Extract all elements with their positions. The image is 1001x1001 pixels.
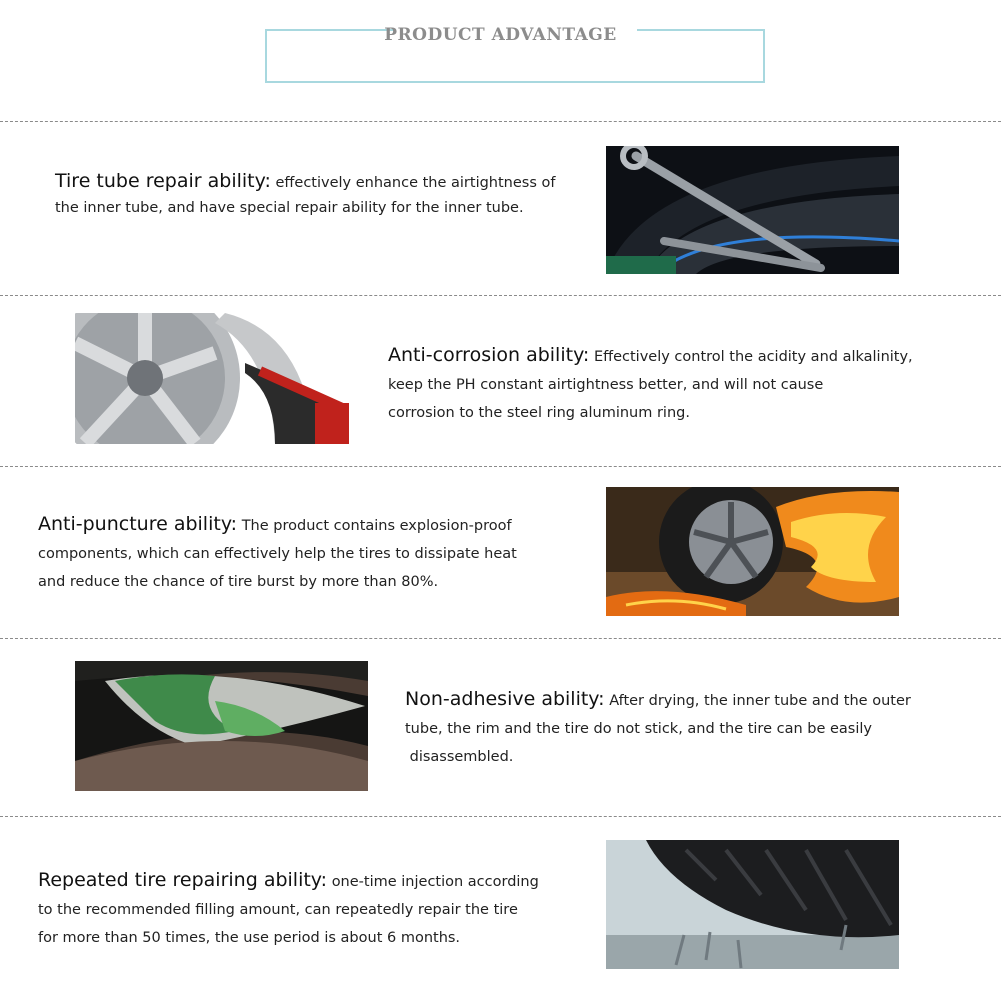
burning-tire-photo (606, 487, 899, 616)
section-line: components, which can effectively help the tires to dissipate heat (38, 546, 517, 562)
section-heading: Non-adhesive ability: (405, 688, 605, 710)
section-non-adhesive (405, 685, 911, 771)
section-heading: Anti-corrosion ability: (388, 344, 590, 366)
section-line: to the recommended filling amount, can repeatedly repair the tire (38, 902, 518, 918)
wrench-on-inner-tube-photo (606, 146, 899, 274)
section-divider (0, 816, 1001, 817)
section-heading: Repeated tire repairing ability: (38, 869, 328, 891)
section-line: tube, the rim and the tire do not stick, and the tire can be easily (405, 721, 872, 737)
section-heading: Tire tube repair ability: (55, 170, 271, 192)
section-line: the inner tube, and have special repair ability for the inner tube. (55, 200, 524, 216)
section-line: corrosion to the steel ring aluminum ring. (388, 405, 690, 421)
page-title: PRODUCT ADVANTAGE (384, 25, 617, 45)
section-repeated-repair (38, 866, 539, 952)
section-line: effectively enhance the airtightness of (275, 175, 556, 191)
section-tire-tube-repair (55, 167, 555, 219)
section-divider (0, 466, 1001, 467)
section-line: for more than 50 times, the use period is about 6 months. (38, 930, 461, 946)
section-line: disassembled. (405, 749, 514, 765)
corroded-tire-rim-photo (75, 661, 368, 791)
section-line: The product contains explosion-proof (241, 518, 512, 534)
section-divider (0, 295, 1001, 296)
section-line: and reduce the chance of tire burst by more than 80%. (38, 574, 439, 590)
section-divider (0, 121, 1001, 122)
section-line: Effectively control the acidity and alkalinity, (593, 349, 913, 365)
section-anti-corrosion (388, 341, 913, 427)
section-heading: Anti-puncture ability: (38, 513, 238, 535)
alloy-wheel-rim-photo (75, 313, 349, 444)
section-line: one-time injection according (331, 874, 539, 890)
section-anti-puncture (38, 510, 517, 596)
section-line: keep the PH constant airtightness better, and will not cause (388, 377, 824, 393)
section-divider (0, 638, 1001, 639)
tire-on-nails-photo (606, 840, 899, 969)
section-line: After drying, the inner tube and the outer (609, 693, 911, 709)
